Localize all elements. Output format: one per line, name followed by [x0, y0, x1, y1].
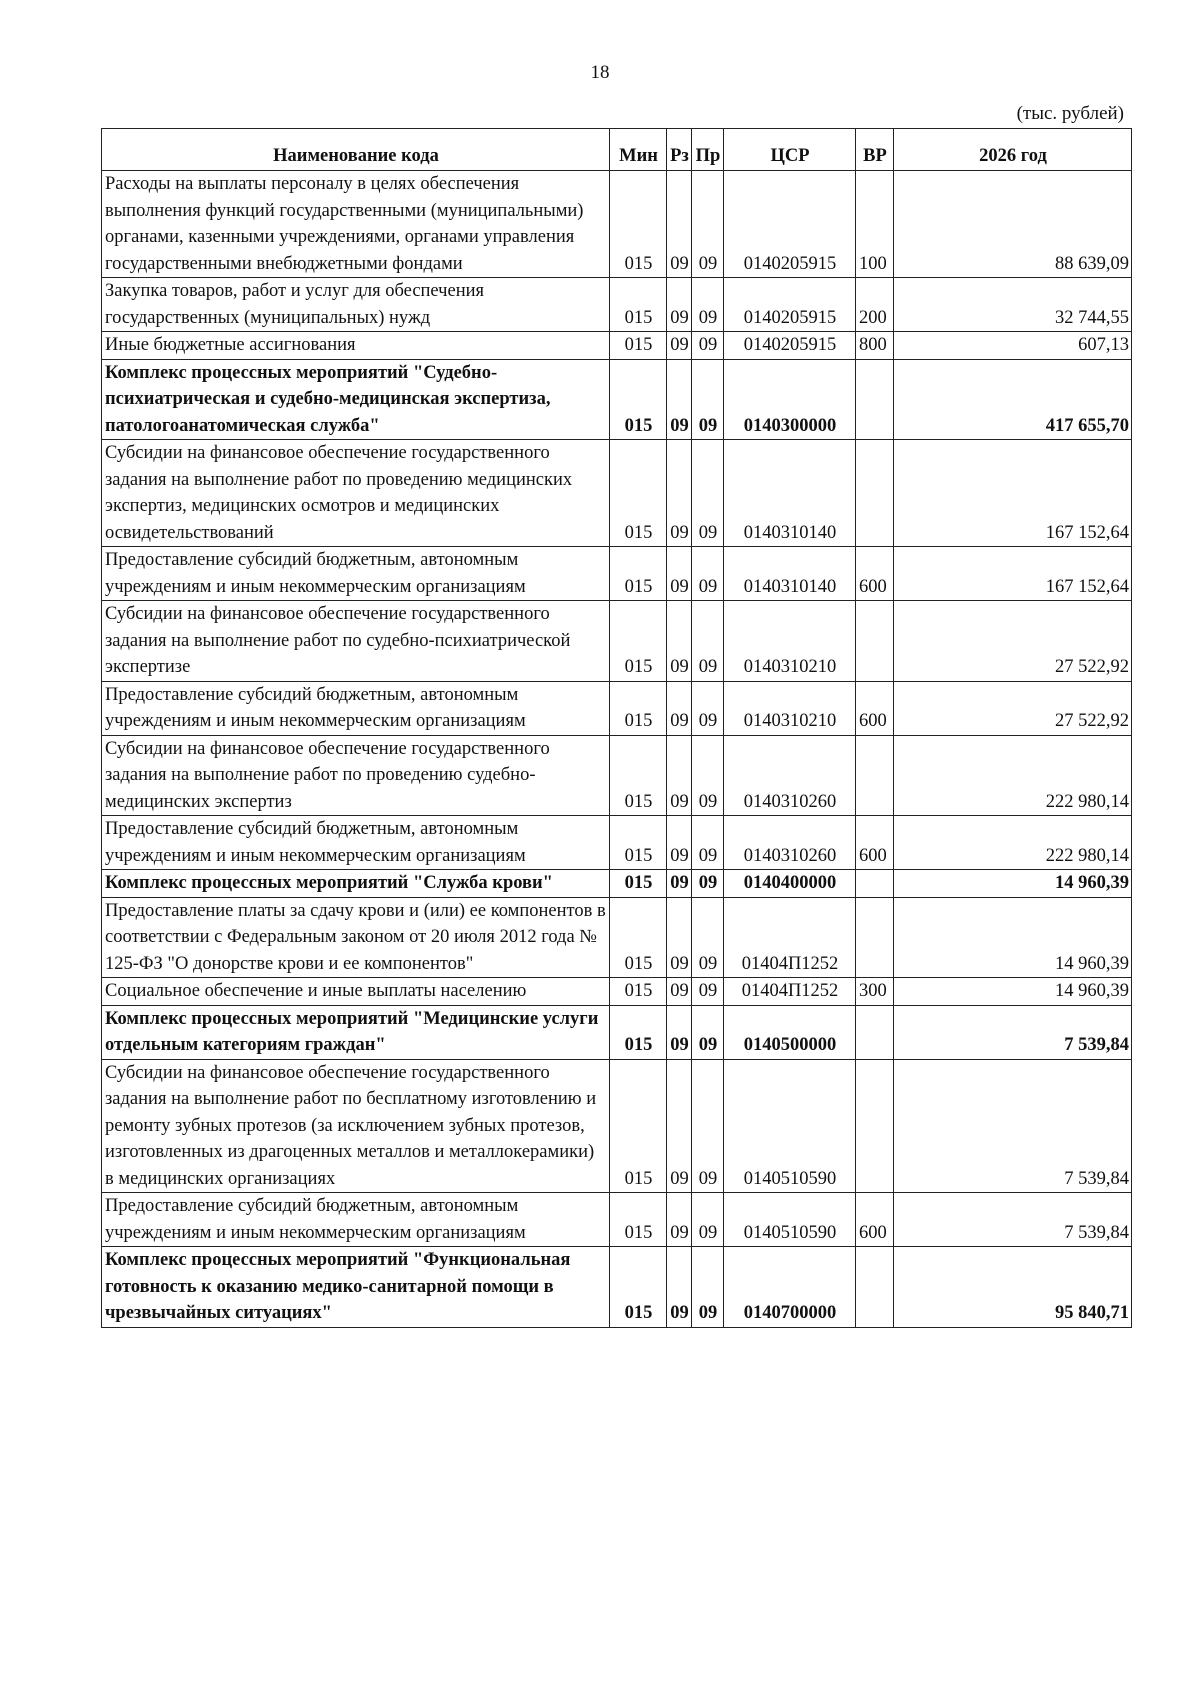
cell-pr: 09 — [692, 1005, 724, 1059]
cell-vr — [856, 359, 894, 440]
cell-min: 015 — [610, 1193, 667, 1247]
cell-amount: 607,13 — [894, 332, 1132, 360]
cell-rz: 09 — [667, 870, 692, 898]
cell-pr: 09 — [692, 816, 724, 870]
header-vr: ВР — [856, 129, 894, 171]
cell-amount: 417 655,70 — [894, 359, 1132, 440]
cell-vr: 600 — [856, 1193, 894, 1247]
cell-rz: 09 — [667, 897, 692, 978]
cell-min: 015 — [610, 359, 667, 440]
cell-vr — [856, 1247, 894, 1328]
cell-min: 015 — [610, 601, 667, 682]
table-row — [102, 735, 1132, 816]
cell-csr: 0140310260 — [724, 816, 856, 870]
table-row — [102, 816, 1132, 870]
table-row — [102, 681, 1132, 735]
cell-pr: 09 — [692, 1059, 724, 1193]
header-name: Наименование кода — [102, 129, 610, 171]
table-row — [102, 1059, 1132, 1193]
cell-amount: 95 840,71 — [894, 1247, 1132, 1328]
table-row — [102, 1193, 1132, 1247]
cell-csr: 0140205915 — [724, 278, 856, 332]
cell-pr: 09 — [692, 440, 724, 547]
cell-name: Субсидии на финансовое обеспечение государственного задания на выполнение работ по проведению судебно-медицинских экспертиз — [102, 735, 610, 816]
cell-rz: 09 — [667, 601, 692, 682]
table-row — [102, 278, 1132, 332]
cell-csr: 0140310140 — [724, 440, 856, 547]
cell-name: Комплекс процессных мероприятий "Функциональная готовность к оказанию медико-санитарной помощи в чрезвычайных ситуациях" — [102, 1247, 610, 1328]
cell-vr: 200 — [856, 278, 894, 332]
cell-csr: 0140310210 — [724, 681, 856, 735]
header-rz: Рз — [667, 129, 692, 171]
cell-pr: 09 — [692, 978, 724, 1006]
table-row — [102, 547, 1132, 601]
cell-min: 015 — [610, 1059, 667, 1193]
table-header — [102, 129, 1132, 171]
cell-amount: 27 522,92 — [894, 681, 1132, 735]
budget-table — [101, 128, 1132, 1328]
table-row — [102, 978, 1132, 1006]
cell-min: 015 — [610, 1247, 667, 1328]
cell-pr: 09 — [692, 171, 724, 278]
cell-name: Закупка товаров, работ и услуг для обеспечения государственных (муниципальных) нужд — [102, 278, 610, 332]
cell-pr: 09 — [692, 870, 724, 898]
cell-name: Предоставление платы за сдачу крови и (или) ее компонентов в соответствии с Федеральным законом от 20 июля 2012 года № 125-ФЗ "О донорстве крови и ее компонентов" — [102, 897, 610, 978]
cell-name: Субсидии на финансовое обеспечение государственного задания на выполнение работ по проведению медицинских экспертиз, медицинских осмотров и медицинских освидетельствований — [102, 440, 610, 547]
cell-name: Предоставление субсидий бюджетным, автономным учреждениям и иным некоммерческим организациям — [102, 816, 610, 870]
header-min: Мин — [610, 129, 667, 171]
cell-vr: 300 — [856, 978, 894, 1006]
cell-amount: 27 522,92 — [894, 601, 1132, 682]
cell-name: Комплекс процессных мероприятий "Служба крови" — [102, 870, 610, 898]
table-row — [102, 359, 1132, 440]
cell-rz: 09 — [667, 547, 692, 601]
cell-csr: 0140205915 — [724, 171, 856, 278]
cell-vr: 600 — [856, 681, 894, 735]
cell-pr: 09 — [692, 332, 724, 360]
table-body — [102, 171, 1132, 1328]
cell-csr: 0140510590 — [724, 1193, 856, 1247]
cell-vr — [856, 897, 894, 978]
cell-csr: 01404П1252 — [724, 897, 856, 978]
cell-min: 015 — [610, 171, 667, 278]
cell-amount: 88 639,09 — [894, 171, 1132, 278]
table-row — [102, 1005, 1132, 1059]
cell-vr: 100 — [856, 171, 894, 278]
cell-amount: 7 539,84 — [894, 1193, 1132, 1247]
cell-min: 015 — [610, 681, 667, 735]
cell-min: 015 — [610, 547, 667, 601]
header-pr: Пр — [692, 129, 724, 171]
cell-amount: 222 980,14 — [894, 735, 1132, 816]
cell-rz: 09 — [667, 1193, 692, 1247]
header-csr: ЦСР — [724, 129, 856, 171]
cell-name: Социальное обеспечение и иные выплаты населению — [102, 978, 610, 1006]
cell-vr — [856, 601, 894, 682]
cell-amount: 222 980,14 — [894, 816, 1132, 870]
cell-name: Субсидии на финансовое обеспечение государственного задания на выполнение работ по судебно-психиатрической экспертизе — [102, 601, 610, 682]
cell-name: Расходы на выплаты персоналу в целях обеспечения выполнения функций государственными (муниципальными) органами, казенными учреждениями, органами управления государственными внебюджетными фондами — [102, 171, 610, 278]
cell-csr: 0140400000 — [724, 870, 856, 898]
cell-pr: 09 — [692, 359, 724, 440]
cell-name: Субсидии на финансовое обеспечение государственного задания на выполнение работ по бесплатному изготовлению и ремонту зубных протезов (за исключением зубных протезов, изготовленных из драгоценных металлов и металлокерамики) в медицинских организациях — [102, 1059, 610, 1193]
cell-rz: 09 — [667, 816, 692, 870]
cell-min: 015 — [610, 440, 667, 547]
cell-csr: 0140300000 — [724, 359, 856, 440]
cell-vr — [856, 735, 894, 816]
cell-min: 015 — [610, 870, 667, 898]
cell-pr: 09 — [692, 1247, 724, 1328]
header-amount: 2026 год — [894, 129, 1132, 171]
table-row — [102, 601, 1132, 682]
cell-csr: 0140500000 — [724, 1005, 856, 1059]
cell-rz: 09 — [667, 278, 692, 332]
cell-amount: 14 960,39 — [894, 978, 1132, 1006]
cell-name: Предоставление субсидий бюджетным, автономным учреждениям и иным некоммерческим организациям — [102, 681, 610, 735]
cell-name: Комплекс процессных мероприятий "Медицинские услуги отдельным категориям граждан" — [102, 1005, 610, 1059]
cell-amount: 32 744,55 — [894, 278, 1132, 332]
cell-csr: 0140205915 — [724, 332, 856, 360]
cell-pr: 09 — [692, 278, 724, 332]
cell-min: 015 — [610, 1005, 667, 1059]
cell-vr — [856, 1005, 894, 1059]
cell-min: 015 — [610, 332, 667, 360]
cell-pr: 09 — [692, 735, 724, 816]
cell-pr: 09 — [692, 601, 724, 682]
cell-rz: 09 — [667, 681, 692, 735]
cell-vr — [856, 440, 894, 547]
cell-min: 015 — [610, 978, 667, 1006]
table-row — [102, 440, 1132, 547]
cell-pr: 09 — [692, 897, 724, 978]
table-row — [102, 1247, 1132, 1328]
cell-rz: 09 — [667, 359, 692, 440]
cell-name: Комплекс процессных мероприятий "Судебно-психиатрическая и судебно-медицинская экспертиза, патологоанатомическая служба" — [102, 359, 610, 440]
cell-amount: 167 152,64 — [894, 547, 1132, 601]
cell-rz: 09 — [667, 735, 692, 816]
cell-pr: 09 — [692, 547, 724, 601]
cell-rz: 09 — [667, 440, 692, 547]
cell-csr: 01404П1252 — [724, 978, 856, 1006]
cell-min: 015 — [610, 735, 667, 816]
header-row — [102, 129, 1132, 171]
cell-rz: 09 — [667, 332, 692, 360]
cell-vr: 600 — [856, 547, 894, 601]
cell-amount: 7 539,84 — [894, 1059, 1132, 1193]
cell-rz: 09 — [667, 171, 692, 278]
cell-csr: 0140310260 — [724, 735, 856, 816]
cell-vr: 800 — [856, 332, 894, 360]
table-row — [102, 332, 1132, 360]
cell-name: Предоставление субсидий бюджетным, автономным учреждениям и иным некоммерческим организациям — [102, 547, 610, 601]
cell-csr: 0140510590 — [724, 1059, 856, 1193]
cell-pr: 09 — [692, 681, 724, 735]
cell-name: Предоставление субсидий бюджетным, автономным учреждениям и иным некоммерческим организациям — [102, 1193, 610, 1247]
cell-amount: 7 539,84 — [894, 1005, 1132, 1059]
cell-rz: 09 — [667, 1005, 692, 1059]
cell-min: 015 — [610, 897, 667, 978]
table-row — [102, 171, 1132, 278]
table-row — [102, 870, 1132, 898]
cell-rz: 09 — [667, 1247, 692, 1328]
cell-rz: 09 — [667, 1059, 692, 1193]
cell-vr — [856, 1059, 894, 1193]
cell-amount: 14 960,39 — [894, 870, 1132, 898]
cell-min: 015 — [610, 278, 667, 332]
cell-vr — [856, 870, 894, 898]
cell-vr: 600 — [856, 816, 894, 870]
cell-name: Иные бюджетные ассигнования — [102, 332, 610, 360]
cell-min: 015 — [610, 816, 667, 870]
cell-rz: 09 — [667, 978, 692, 1006]
table-row — [102, 897, 1132, 978]
units-label: (тыс. рублей) — [1016, 103, 1124, 124]
cell-csr: 0140310210 — [724, 601, 856, 682]
cell-amount: 167 152,64 — [894, 440, 1132, 547]
cell-csr: 0140700000 — [724, 1247, 856, 1328]
page-number: 18 — [590, 62, 610, 83]
cell-csr: 0140310140 — [724, 547, 856, 601]
cell-pr: 09 — [692, 1193, 724, 1247]
cell-amount: 14 960,39 — [894, 897, 1132, 978]
